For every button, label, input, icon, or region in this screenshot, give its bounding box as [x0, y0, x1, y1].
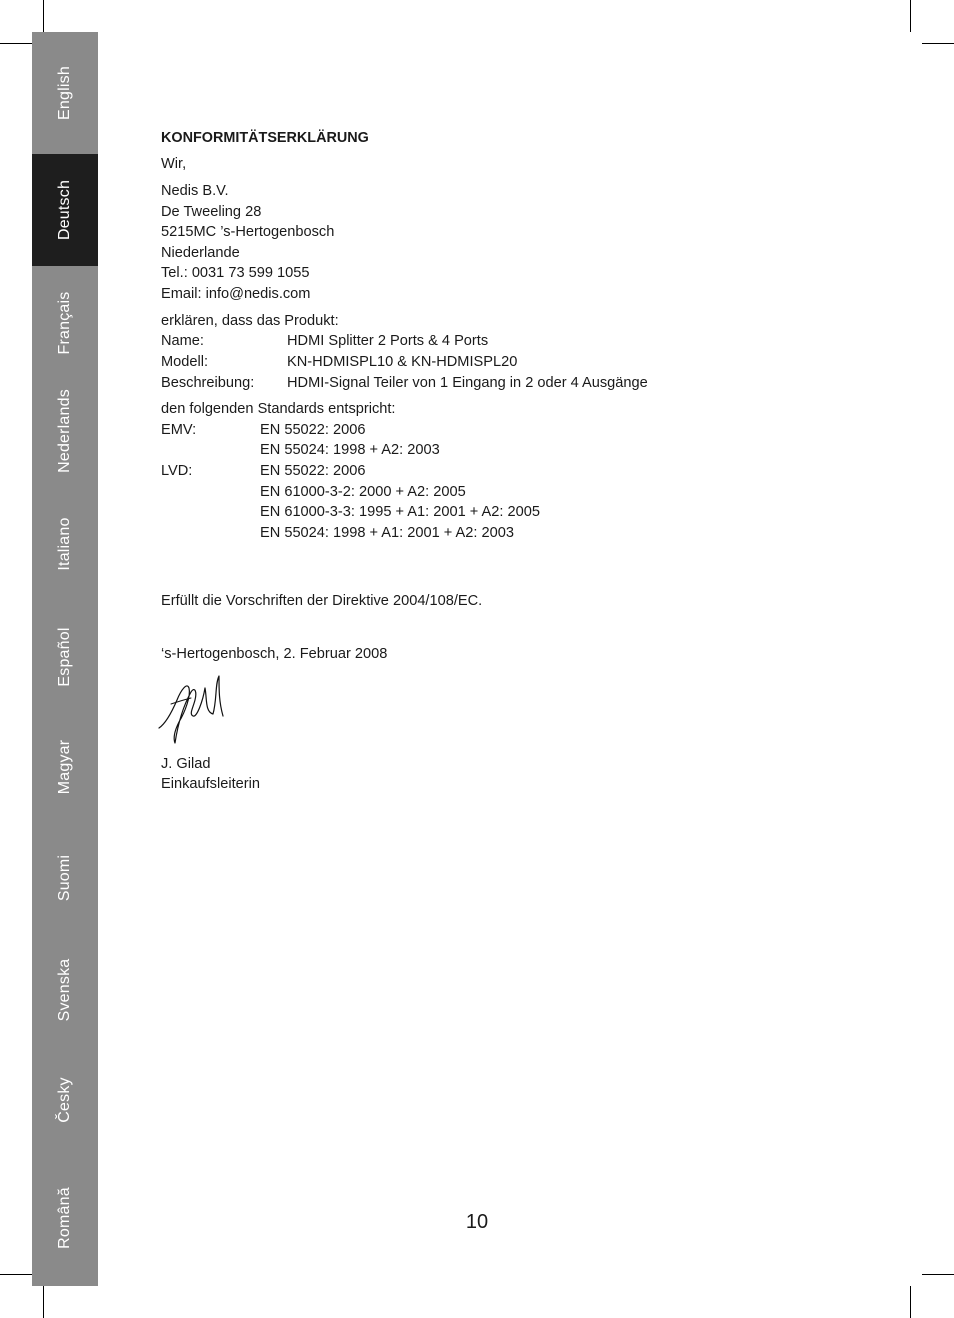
tab-english[interactable]: [32, 32, 98, 154]
tab-label: English: [56, 66, 73, 120]
standard-value: EN 61000-3-3: 1995 + A1: 2001 + A2: 2005: [260, 504, 540, 520]
directive-text: Erfüllt die Vorschriften der Direktive 2004/108/EC.: [161, 593, 483, 609]
page-number: 10: [465, 1211, 489, 1233]
address-email: Email: info@nedis.com: [161, 286, 311, 302]
tab-label: Español: [56, 627, 73, 687]
standard-label: EMV:: [161, 422, 197, 438]
standard-label: LVD:: [161, 463, 193, 479]
tab-label: Română: [56, 1187, 73, 1249]
tab-italiano[interactable]: [32, 482, 98, 606]
crop-mark: [0, 1274, 32, 1275]
crop-mark: [922, 43, 954, 44]
product-label: Beschreibung:: [161, 375, 255, 391]
address-phone: Tel.: 0031 73 599 1055: [161, 265, 310, 281]
tab-label: Česky: [56, 1077, 73, 1123]
tab-nederlands[interactable]: [32, 380, 98, 482]
crop-mark: [910, 1286, 911, 1318]
tab-label: Suomi: [56, 854, 73, 902]
product-value: KN-HDMISPL10 & KN-HDMISPL20: [287, 354, 518, 370]
standards-intro: den folgenden Standards entspricht:: [161, 401, 396, 417]
crop-mark: [910, 0, 911, 32]
tab-deutsch[interactable]: [32, 154, 98, 266]
tab-label: Italiano: [56, 517, 73, 571]
signer-name: J. Gilad: [161, 756, 211, 772]
document-title: KONFORMITÄTSERKLÄRUNG: [161, 130, 369, 146]
standard-value: EN 55024: 1998 + A1: 2001 + A2: 2003: [260, 525, 514, 541]
declare-text: erklären, dass das Produkt:: [161, 313, 339, 329]
product-value: HDMI Splitter 2 Ports & 4 Ports: [287, 333, 489, 349]
tab-francais[interactable]: [32, 266, 98, 380]
language-tab-bar: [32, 32, 98, 1286]
place-date: ‘s-Hertogenbosch, 2. Februar 2008: [161, 646, 388, 662]
standard-value: EN 61000-3-2: 2000 + A2: 2005: [260, 484, 466, 500]
crop-mark: [43, 0, 44, 32]
signer-title: Einkaufsleiterin: [161, 776, 260, 792]
product-label: Name:: [161, 333, 204, 349]
intro-text: Wir,: [161, 156, 187, 172]
standard-value: EN 55022: 2006: [260, 463, 366, 479]
address-company: Nedis B.V.: [161, 183, 229, 199]
product-label: Modell:: [161, 354, 209, 370]
tab-label: Svenska: [56, 958, 73, 1022]
product-value: HDMI-Signal Teiler von 1 Eingang in 2 oder 4 Ausgänge: [287, 375, 648, 391]
signature: [157, 670, 229, 746]
tab-label: Français: [56, 291, 73, 355]
tab-label: Deutsch: [56, 179, 73, 241]
crop-mark: [43, 1286, 44, 1318]
crop-mark: [922, 1274, 954, 1275]
tab-magyar[interactable]: [32, 708, 98, 826]
standard-value: EN 55024: 1998 + A2: 2003: [260, 442, 440, 458]
tab-cesky[interactable]: [32, 1050, 98, 1150]
tab-label: Magyar: [56, 739, 73, 795]
address-country: Niederlande: [161, 245, 240, 261]
tab-svenska[interactable]: [32, 930, 98, 1050]
address-city: 5215MC ’s-Hertogenbosch: [161, 224, 335, 240]
address-street: De Tweeling 28: [161, 204, 262, 220]
tab-suomi[interactable]: [32, 826, 98, 930]
tab-label: Nederlands: [56, 389, 73, 473]
tab-espanol[interactable]: [32, 606, 98, 708]
standard-value: EN 55022: 2006: [260, 422, 366, 438]
crop-mark: [0, 43, 32, 44]
